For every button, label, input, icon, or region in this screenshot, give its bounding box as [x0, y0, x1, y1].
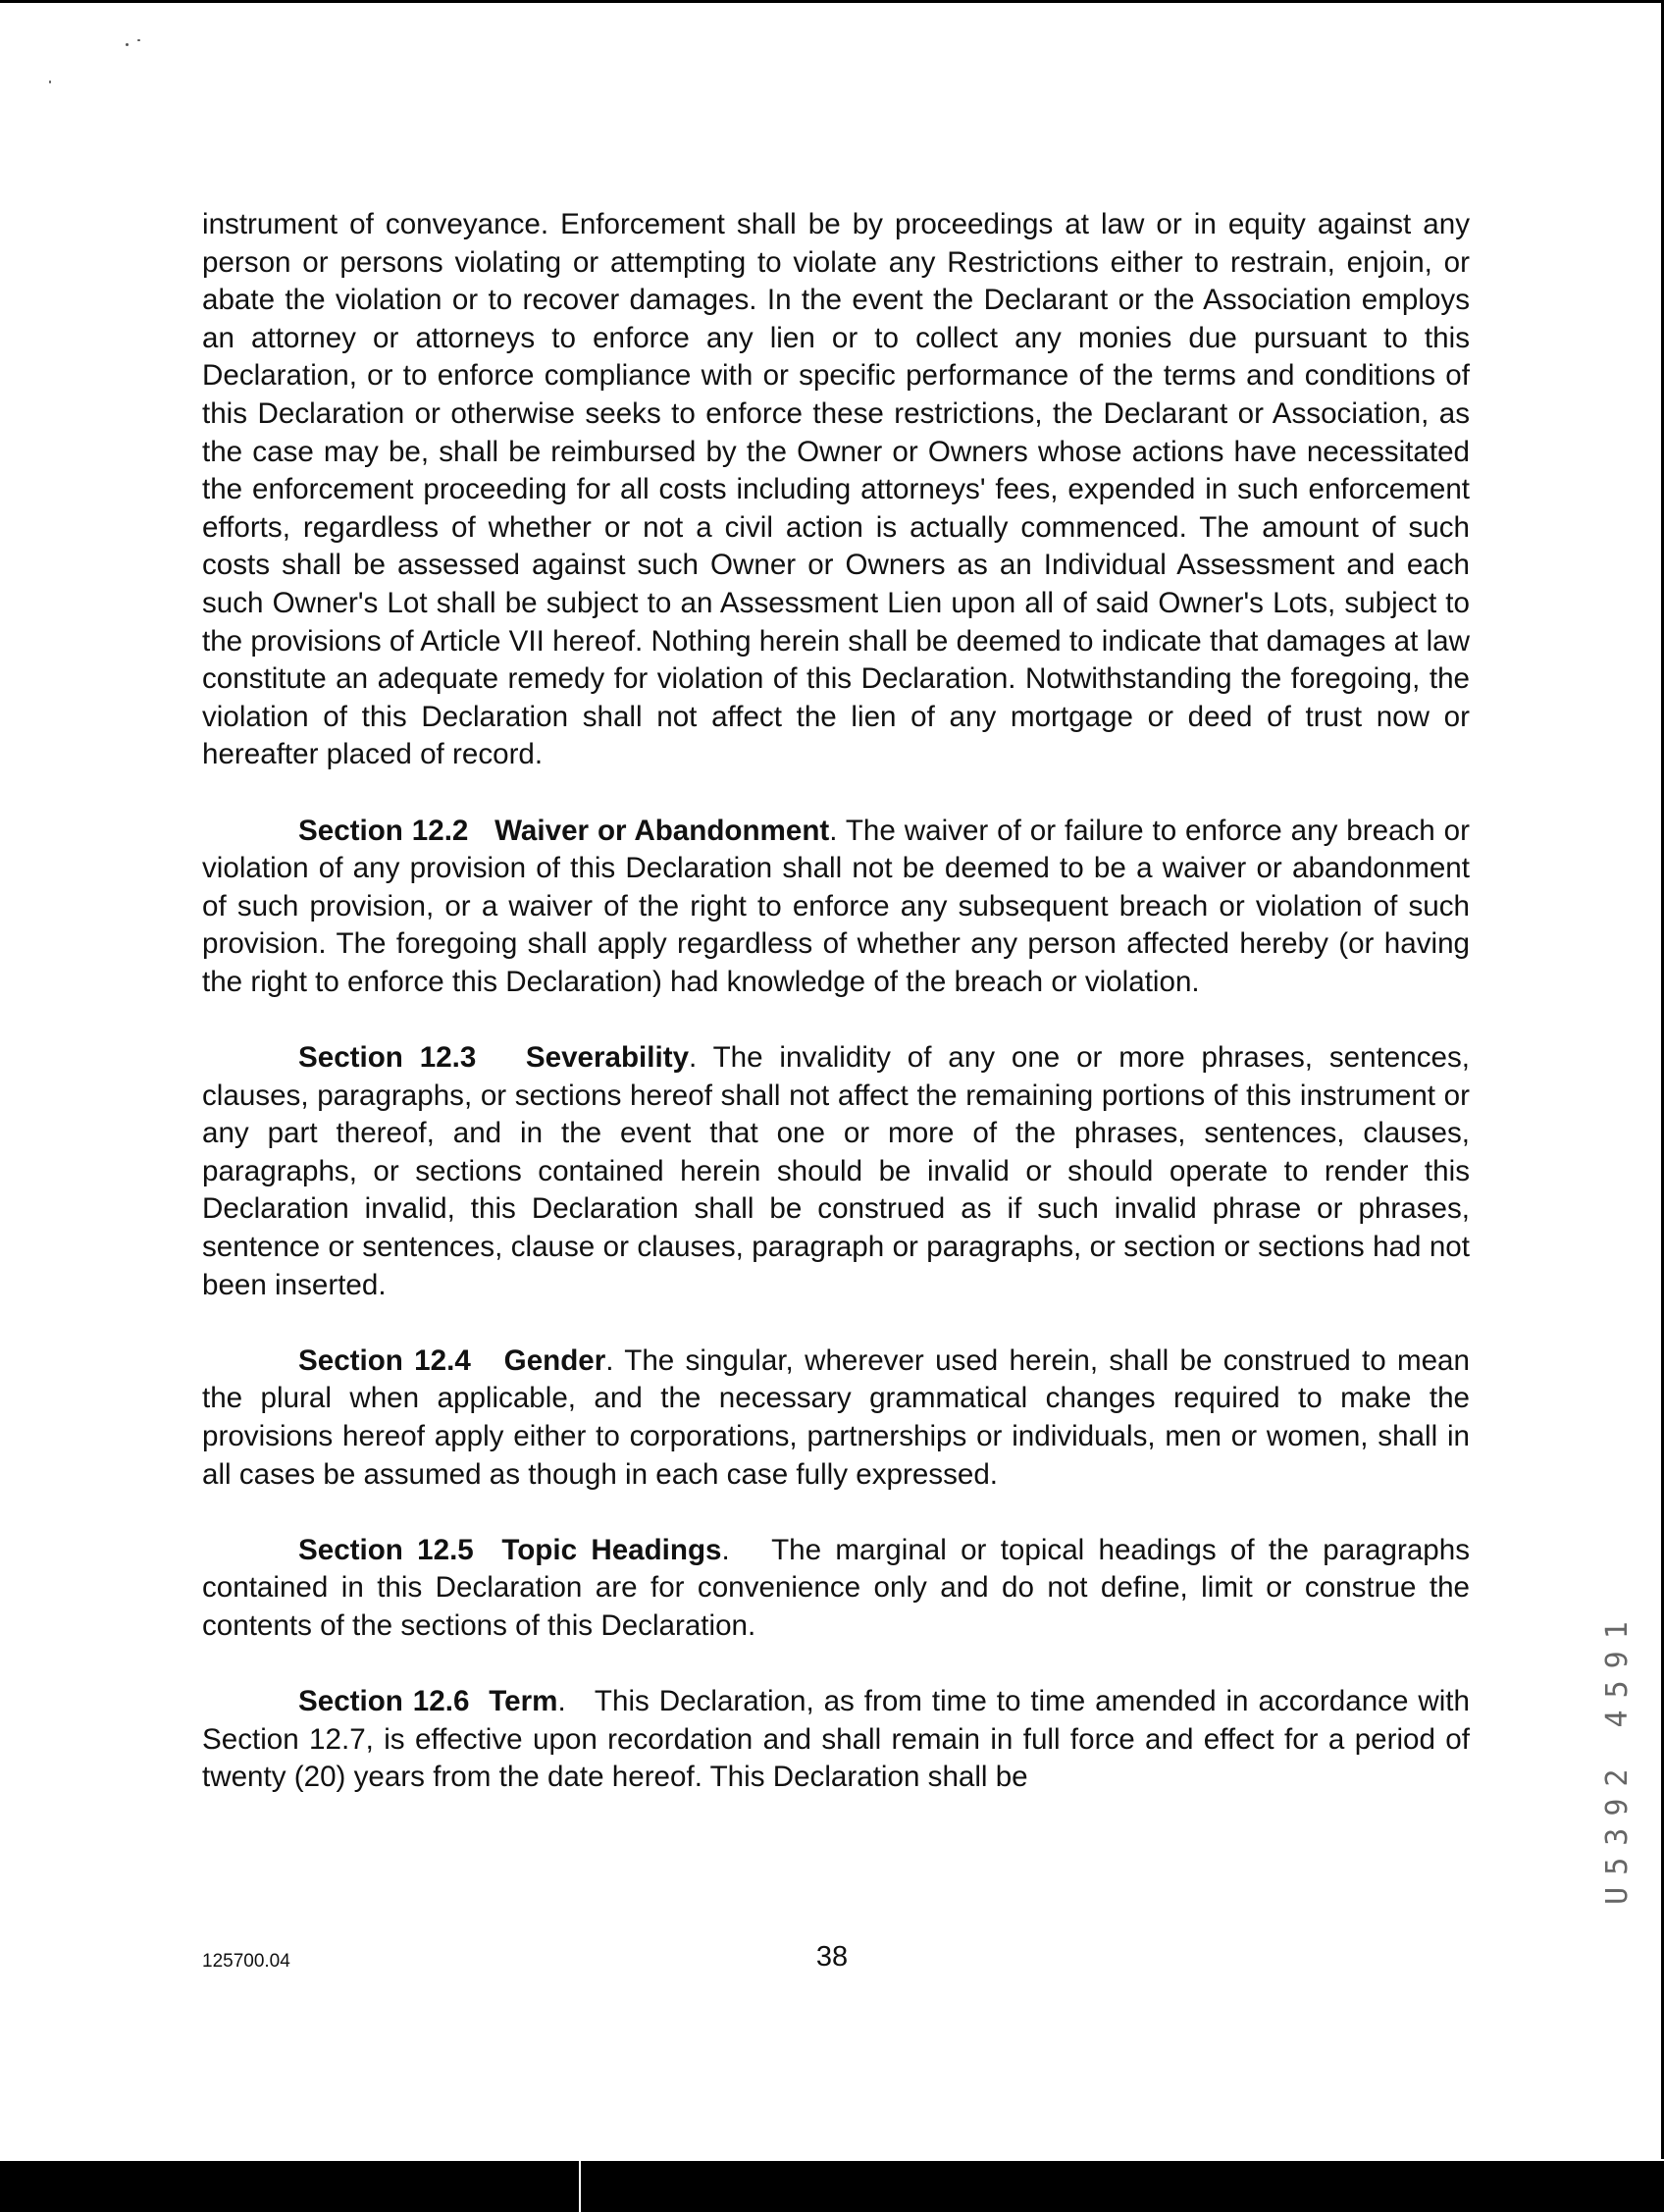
section-heading [298, 1041, 689, 1074]
section-number: Section 12.5 [298, 1533, 474, 1566]
paragraph-text: instrument of conveyance. Enforcement shall be by proceedings at law or in equity against any person or persons violating or attempting to violate any Restrictions either to restrain, enjoin, or abate the violation or to recover damages. In the event the Declarant or the Association employs an attorney or attorneys to enforce any lien or to collect any monies due pursuant to this Declaration, or to enforce compliance with or specific performance of the terms and conditions of this Declaration or otherwise seeks to enforce these restrictions, the Declarant or Association, as the case may be, shall be reimbursed by the Owner or Owners whose actions have necessitated the enforcement proceeding for all costs including attorneys' fees, expended in such enforcement efforts, regardless of whether or not a civil action is actually commenced. The amount of such costs shall be assessed against such Owner or Owners as an Individual Assessment and each such Owner's Lot shall be subject to an Assessment Lien upon all of said Owner's Lots, subject to the provisions of Article VII hereof. Nothing herein shall be deemed to indicate that damages at law constitute an adequate remedy for violation of this Declaration. Notwithstanding the foregoing, the violation of this Declaration shall not affect the lien of any mortgage or deed of trust now or hereafter placed of record. [202, 208, 1470, 771]
section-12-5: Section 12.5 Topic Headings. The marginal or topical headings of the paragraphs contained in this Declaration are for convenience only and do not define, limit or construe the contents of the sections of this Declaration. [202, 1533, 1471, 1642]
section-text: This Declaration, as from time to time amended in accordance with Section 12.7, is effective upon recordation and shall remain in full force and effect for a period of twenty (20) years from the date hereof. This Declaration shall be [202, 1685, 1470, 1794]
scan-border-top [0, 0, 1664, 3]
section-text: The waiver of or failure to enforce any breach or violation of any provision of this Declaration shall not be deemed to be a waiver or abandonment of such provision, or a waiver of the right to enforce any subsequent breach or violation of such provision. The foregoing shall apply regardless of whether any person affected hereby (or having the right to enforce this Declaration) had knowledge of the breach or violation. [202, 814, 1470, 998]
section-title: Term [489, 1685, 558, 1718]
section-title: Topic Headings [501, 1533, 722, 1566]
paragraph-12-1-continuation [202, 206, 1470, 774]
section-heading [298, 1534, 722, 1566]
section-title: Severability [525, 1041, 690, 1075]
margin-recording-stamp [1597, 1560, 1637, 1953]
scan-speck [49, 80, 51, 83]
section-number: Section 12.2 [298, 814, 469, 847]
section-heading [298, 1344, 605, 1377]
section-12-4: Section 12.4 Gender. The singular, wherever used herein, shall be construed to mean the plural when applicable, and the necessary grammatical changes required to make the provisions hereof apply either to corporations, partnerships or individuals, men or women, shall in all cases be assumed as though in each case fully expressed. [202, 1343, 1470, 1491]
section-number: Section 12.4 [298, 1343, 471, 1377]
section-12-2: Section 12.2 Waiver or Abandonment. The waiver of or failure to enforce any breach or violation of any provision of this Declaration shall not be deemed to be a waiver or abandonment of such provision, or a waiver of the right to enforce any subsequent breach or violation of such provision. The foregoing shall apply regardless of whether any person affected hereby (or having the right to enforce this Declaration) had knowledge of the breach or violation. [202, 814, 1470, 998]
page-number: 38 [815, 1941, 849, 1973]
section-text: The marginal or topical headings of the paragraphs contained in this Declaration are for convenience only and do not define, limit or construe the contents of the sections of this Declaration. [202, 1533, 1471, 1642]
document-body [202, 206, 1470, 1835]
section-number: Section 12.3 [298, 1041, 477, 1075]
section-12-3: Section 12.3 Severability. The invalidity of any one or more phrases, sentences, clauses, paragraphs, or sections hereof shall not affect the remaining portions of this instrument or any part thereof, and in the event that one or more of the phrases, sentences, clauses, paragraphs, or sections contained herein should be invalid or should operate to render this Declaration invalid, this Declaration shall be construed as if such invalid phrase or phrases, sentence or sentences, clause or clauses, paragraph or paragraphs, or section or sections had not been inserted. [202, 1041, 1470, 1301]
section-12-6: Section 12.6 Term. This Declaration, as from time to time amended in accordance with Section 12.7, is effective upon recordation and shall remain in full force and effect for a period of twenty (20) years from the date hereof. This Declaration shall be [202, 1685, 1470, 1794]
stamp-text: U5392 4591 [1599, 1608, 1635, 1905]
section-title: Waiver or Abandonment [494, 814, 830, 847]
scan-speck [137, 39, 140, 41]
section-text: The invalidity of any one or more phrases, sentences, clauses, paragraphs, or sections hereof shall not affect the remaining portions of this instrument or any part thereof, and in the event that one or more of the phrases, sentences, clauses, paragraphs, or sections contained herein should be invalid or should operate to render this Declaration invalid, this Declaration shall be construed as if such invalid phrase or phrases, sentence or sentences, clause or clauses, paragraph or paragraphs, or section or sections had not been inserted. [202, 1041, 1470, 1301]
scan-border-bottom [0, 2161, 1664, 2212]
section-text: The singular, wherever used herein, shall be construed to mean the plural when applicable, and the necessary grammatical changes required to make the provisions hereof apply either to corporations, partnerships or individuals, men or women, shall in all cases be assumed as though in each case fully expressed. [202, 1343, 1470, 1491]
section-title: Gender [503, 1343, 606, 1377]
scan-speck [126, 43, 129, 46]
section-number: Section 12.6 [298, 1685, 470, 1718]
section-heading [298, 1685, 557, 1717]
section-heading [298, 815, 829, 847]
scan-border-notch [579, 2161, 581, 2212]
document-id: 125700.04 [202, 1951, 290, 1972]
